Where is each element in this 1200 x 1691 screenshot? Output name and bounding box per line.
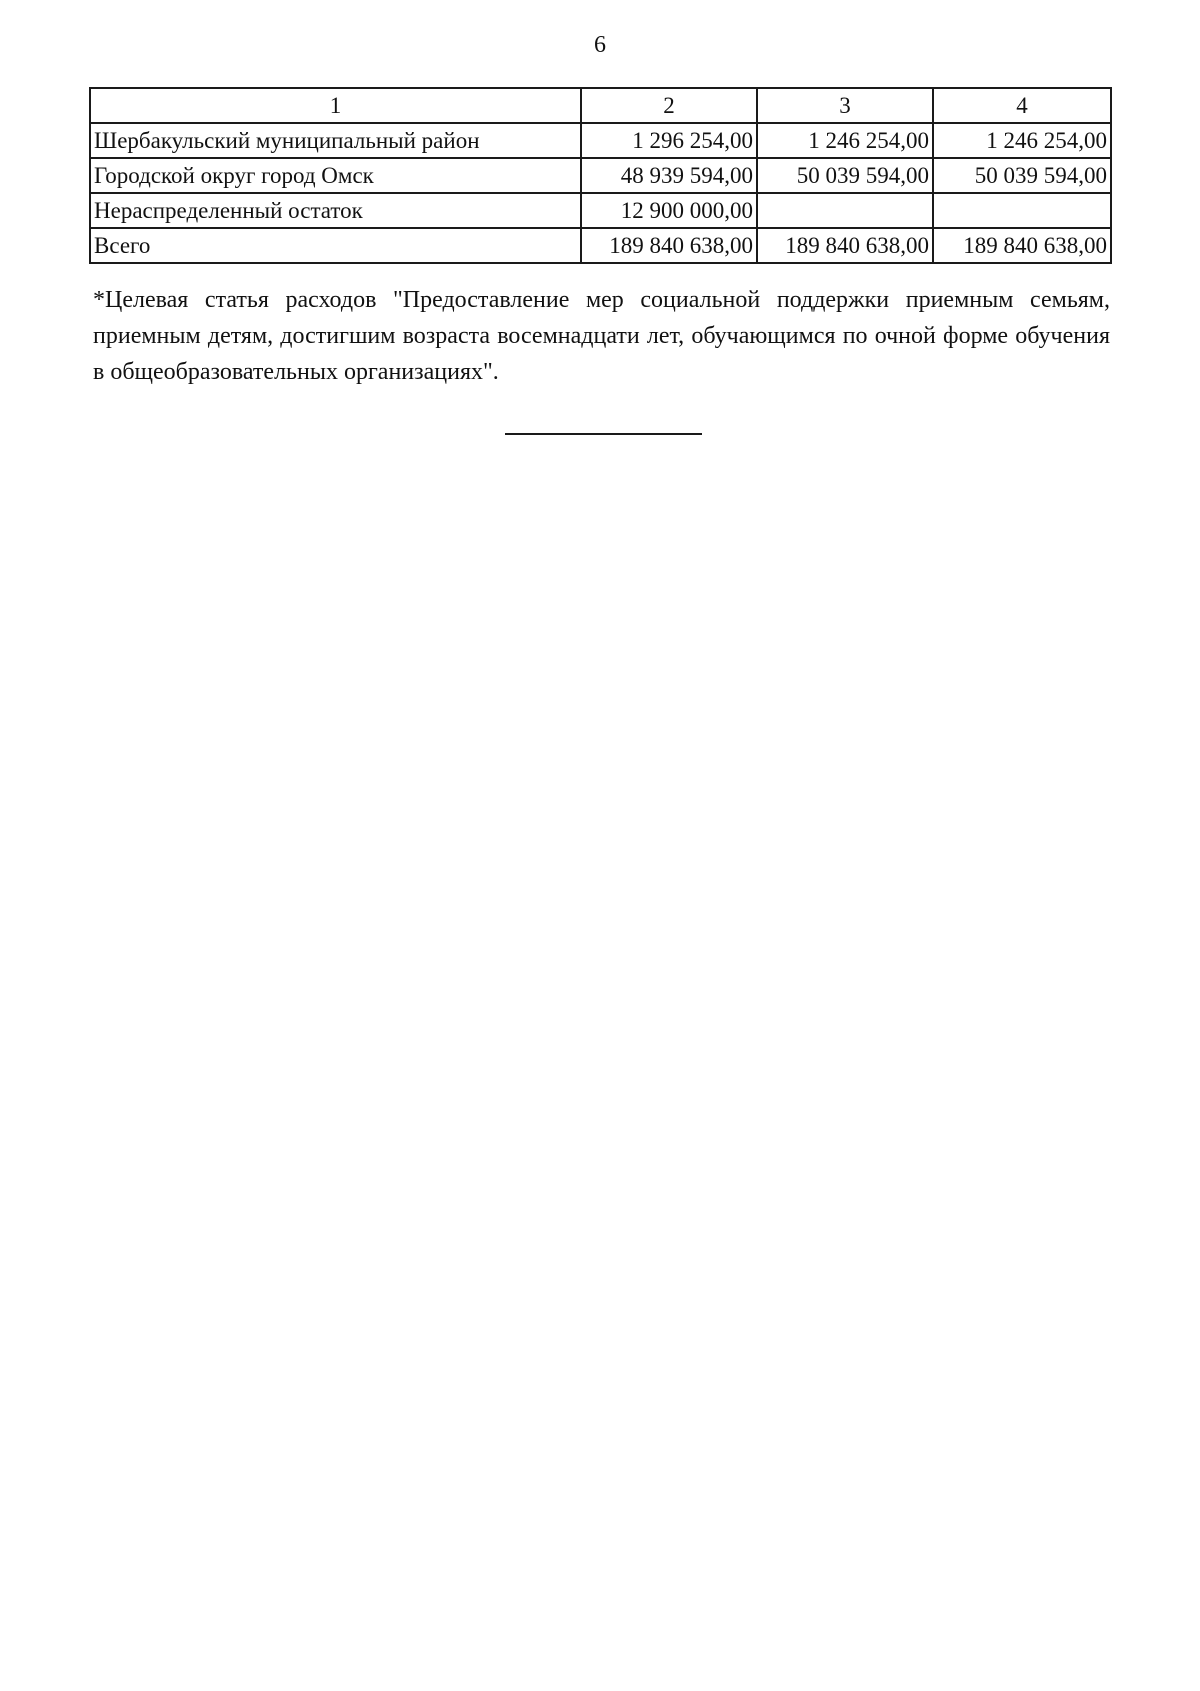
total-label-cell: Всего (90, 228, 581, 263)
total-amount-cell: 189 840 638,00 (581, 228, 757, 263)
table-header-cell: 3 (757, 88, 933, 123)
footnote-text: *Целевая статья расходов "Предоставление мер социальной поддержки приемным семьям, приемным детям, достигшим возраста восемнадцати лет, обучающимся по очной форме обучения в общеобразовательных организациях". (93, 287, 1110, 385)
table-header-cell: 1 (90, 88, 581, 123)
table-total-row (90, 228, 1111, 263)
total-amount-cell: 189 840 638,00 (933, 228, 1111, 263)
amount-cell: 1 246 254,00 (757, 123, 933, 158)
municipality-name-cell: Шербакульский муниципальный район (90, 123, 581, 158)
municipality-name-cell: Городской округ город Омск (90, 158, 581, 193)
amount-cell: 12 900 000,00 (581, 193, 757, 228)
table-header-cell: 4 (933, 88, 1111, 123)
amount-cell: 50 039 594,00 (757, 158, 933, 193)
amount-cell: 50 039 594,00 (933, 158, 1111, 193)
total-amount-cell: 189 840 638,00 (757, 228, 933, 263)
amount-cell: 48 939 594,00 (581, 158, 757, 193)
table-row (90, 123, 1111, 158)
municipality-name-cell: Нераспределенный остаток (90, 193, 581, 228)
table-row (90, 193, 1111, 228)
page-number: 6 (594, 32, 606, 58)
amount-cell (757, 193, 933, 228)
budget-table (89, 87, 1112, 264)
amount-cell: 1 296 254,00 (581, 123, 757, 158)
table-row (90, 158, 1111, 193)
end-of-document-rule (505, 433, 702, 435)
amount-cell: 1 246 254,00 (933, 123, 1111, 158)
table-header-cell: 2 (581, 88, 757, 123)
table-header-row (90, 88, 1111, 123)
amount-cell (933, 193, 1111, 228)
